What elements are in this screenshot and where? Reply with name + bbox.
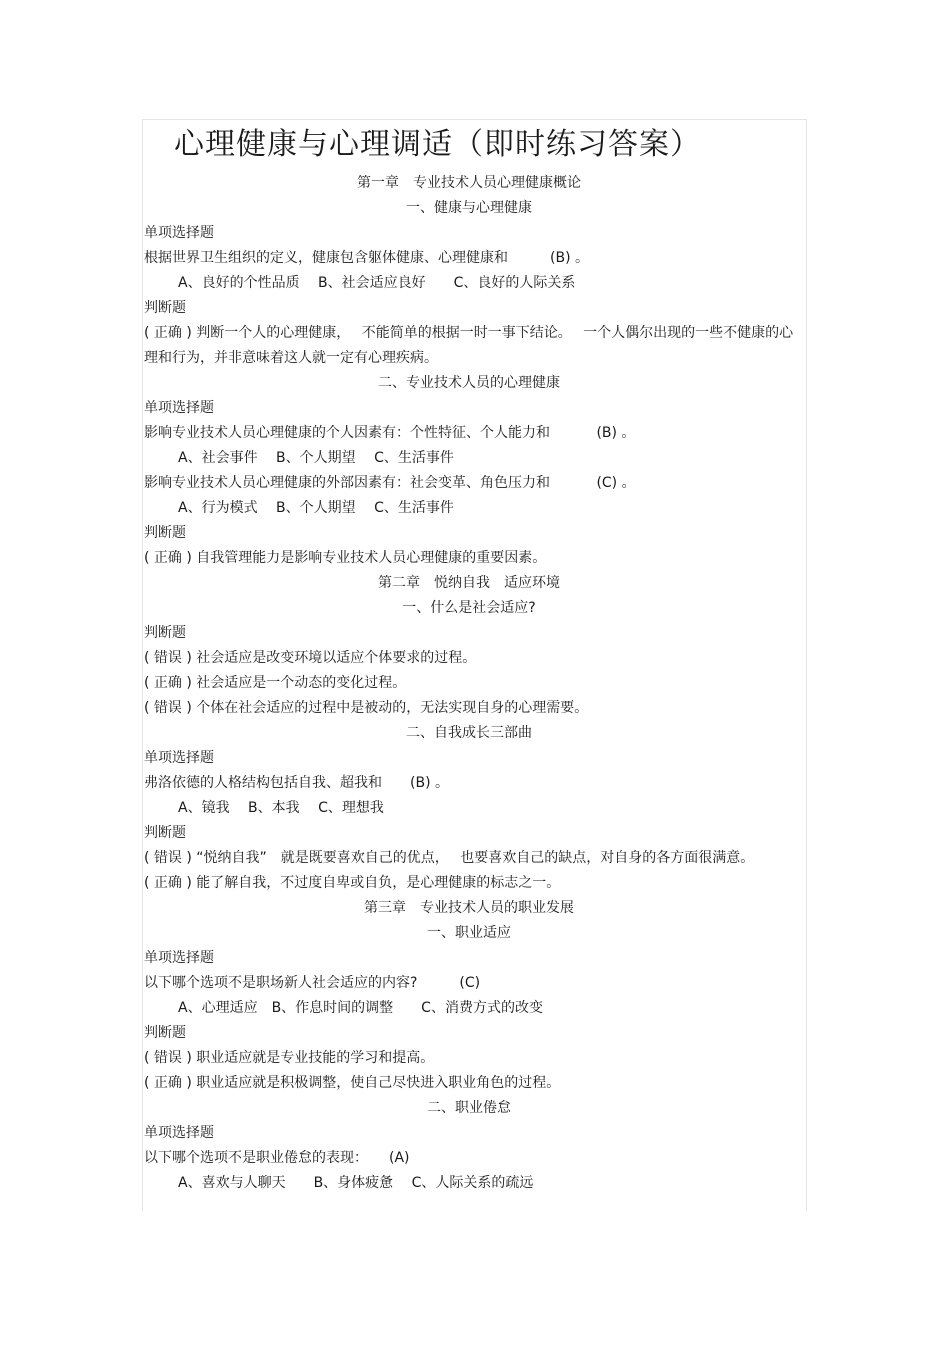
question-type-label: 判断题 [144,300,186,316]
question-line: ( 正确 ) 职业适应就是积极调整，使自己尽快进入职业角色的过程。 [144,1075,561,1091]
answer-options: A、心理适应 B、作息时间的调整 C、消费方式的改变 [178,1000,543,1016]
question-line: 影响专业技术人员心理健康的外部因素有：社会变革、角色压力和 (C) 。 [144,475,636,491]
answer-options: A、良好的个性品质 B、社会适应良好 C、良好的人际关系 [178,275,576,291]
question-type-label: 单项选择题 [144,225,214,241]
question-line: 以下哪个选项不是职场新人社会适应的内容? (C) [144,975,481,991]
question-line: 弗洛依德的人格结构包括自我、超我和 (B) 。 [144,775,449,791]
question-line: ( 错误 ) 社会适应是改变环境以适应个体要求的过程。 [144,650,477,666]
question-line: 根据世界卫生组织的定义，健康包含躯体健康、心理健康和 (B) 。 [144,250,589,266]
document-title: 心理健康与心理调适（即时练习答案） [174,127,701,162]
question-line: ( 正确 ) 能了解自我，不过度自卑或自负，是心理健康的标志之一。 [144,875,561,891]
answer-options: A、社会事件 B、个人期望 C、生活事件 [178,450,454,466]
section-heading: 一、健康与心理健康 [406,200,532,216]
answer-options: A、行为模式 B、个人期望 C、生活事件 [178,500,454,516]
question-line: ( 错误 ) 个体在社会适应的过程中是被动的，无法实现自身的心理需要。 [144,700,589,716]
document-lines [144,171,794,1196]
section-heading: 二、专业技术人员的心理健康 [378,375,560,391]
question-type-label: 判断题 [144,825,186,841]
question-type-label: 单项选择题 [144,400,214,416]
statement-paragraph: ( 错误 ) “悦纳自我” 就是既要喜欢自己的优点， 也要喜欢自己的缺点，对自身的各方面很满意。 [144,850,755,866]
question-type-label: 判断题 [144,1025,186,1041]
section-heading: 一、什么是社会适应? [402,600,536,616]
chapter-heading: 第二章 悦纳自我 适应环境 [378,575,560,591]
section-heading: 一、职业适应 [427,925,511,941]
section-heading: 二、自我成长三部曲 [406,725,532,741]
question-type-label: 单项选择题 [144,950,214,966]
question-line: 影响专业技术人员心理健康的个人因素有：个性特征、个人能力和 (B) 。 [144,425,636,441]
question-type-label: 单项选择题 [144,750,214,766]
chapter-heading: 第三章 专业技术人员的职业发展 [364,900,574,916]
section-heading: 二、职业倦怠 [427,1100,511,1116]
question-type-label: 单项选择题 [144,1125,214,1141]
answer-options: A、镜我 B、本我 C、理想我 [178,800,384,816]
question-line: ( 正确 ) 自我管理能力是影响专业技术人员心理健康的重要因素。 [144,550,547,566]
answer-options: A、喜欢与人聊天 B、身体疲惫 C、人际关系的疏远 [178,1175,534,1191]
question-type-label: 判断题 [144,625,186,641]
question-line: 以下哪个选项不是职业倦怠的表现： (A) [144,1150,410,1166]
question-line: ( 错误 ) 职业适应就是专业技能的学习和提高。 [144,1050,435,1066]
question-line: ( 正确 ) 社会适应是一个动态的变化过程。 [144,675,407,691]
chapter-heading: 第一章 专业技术人员心理健康概论 [357,175,581,191]
document-content [144,125,794,1196]
statement-paragraph: ( 正确 ) 判断一个人的心理健康， 不能简单的根据一时一事下结论。 一个人偶尔出现的一些不健康的心理和行为，并非意味着这人就一定有心理疾病。 [144,325,794,366]
question-type-label: 判断题 [144,525,186,541]
